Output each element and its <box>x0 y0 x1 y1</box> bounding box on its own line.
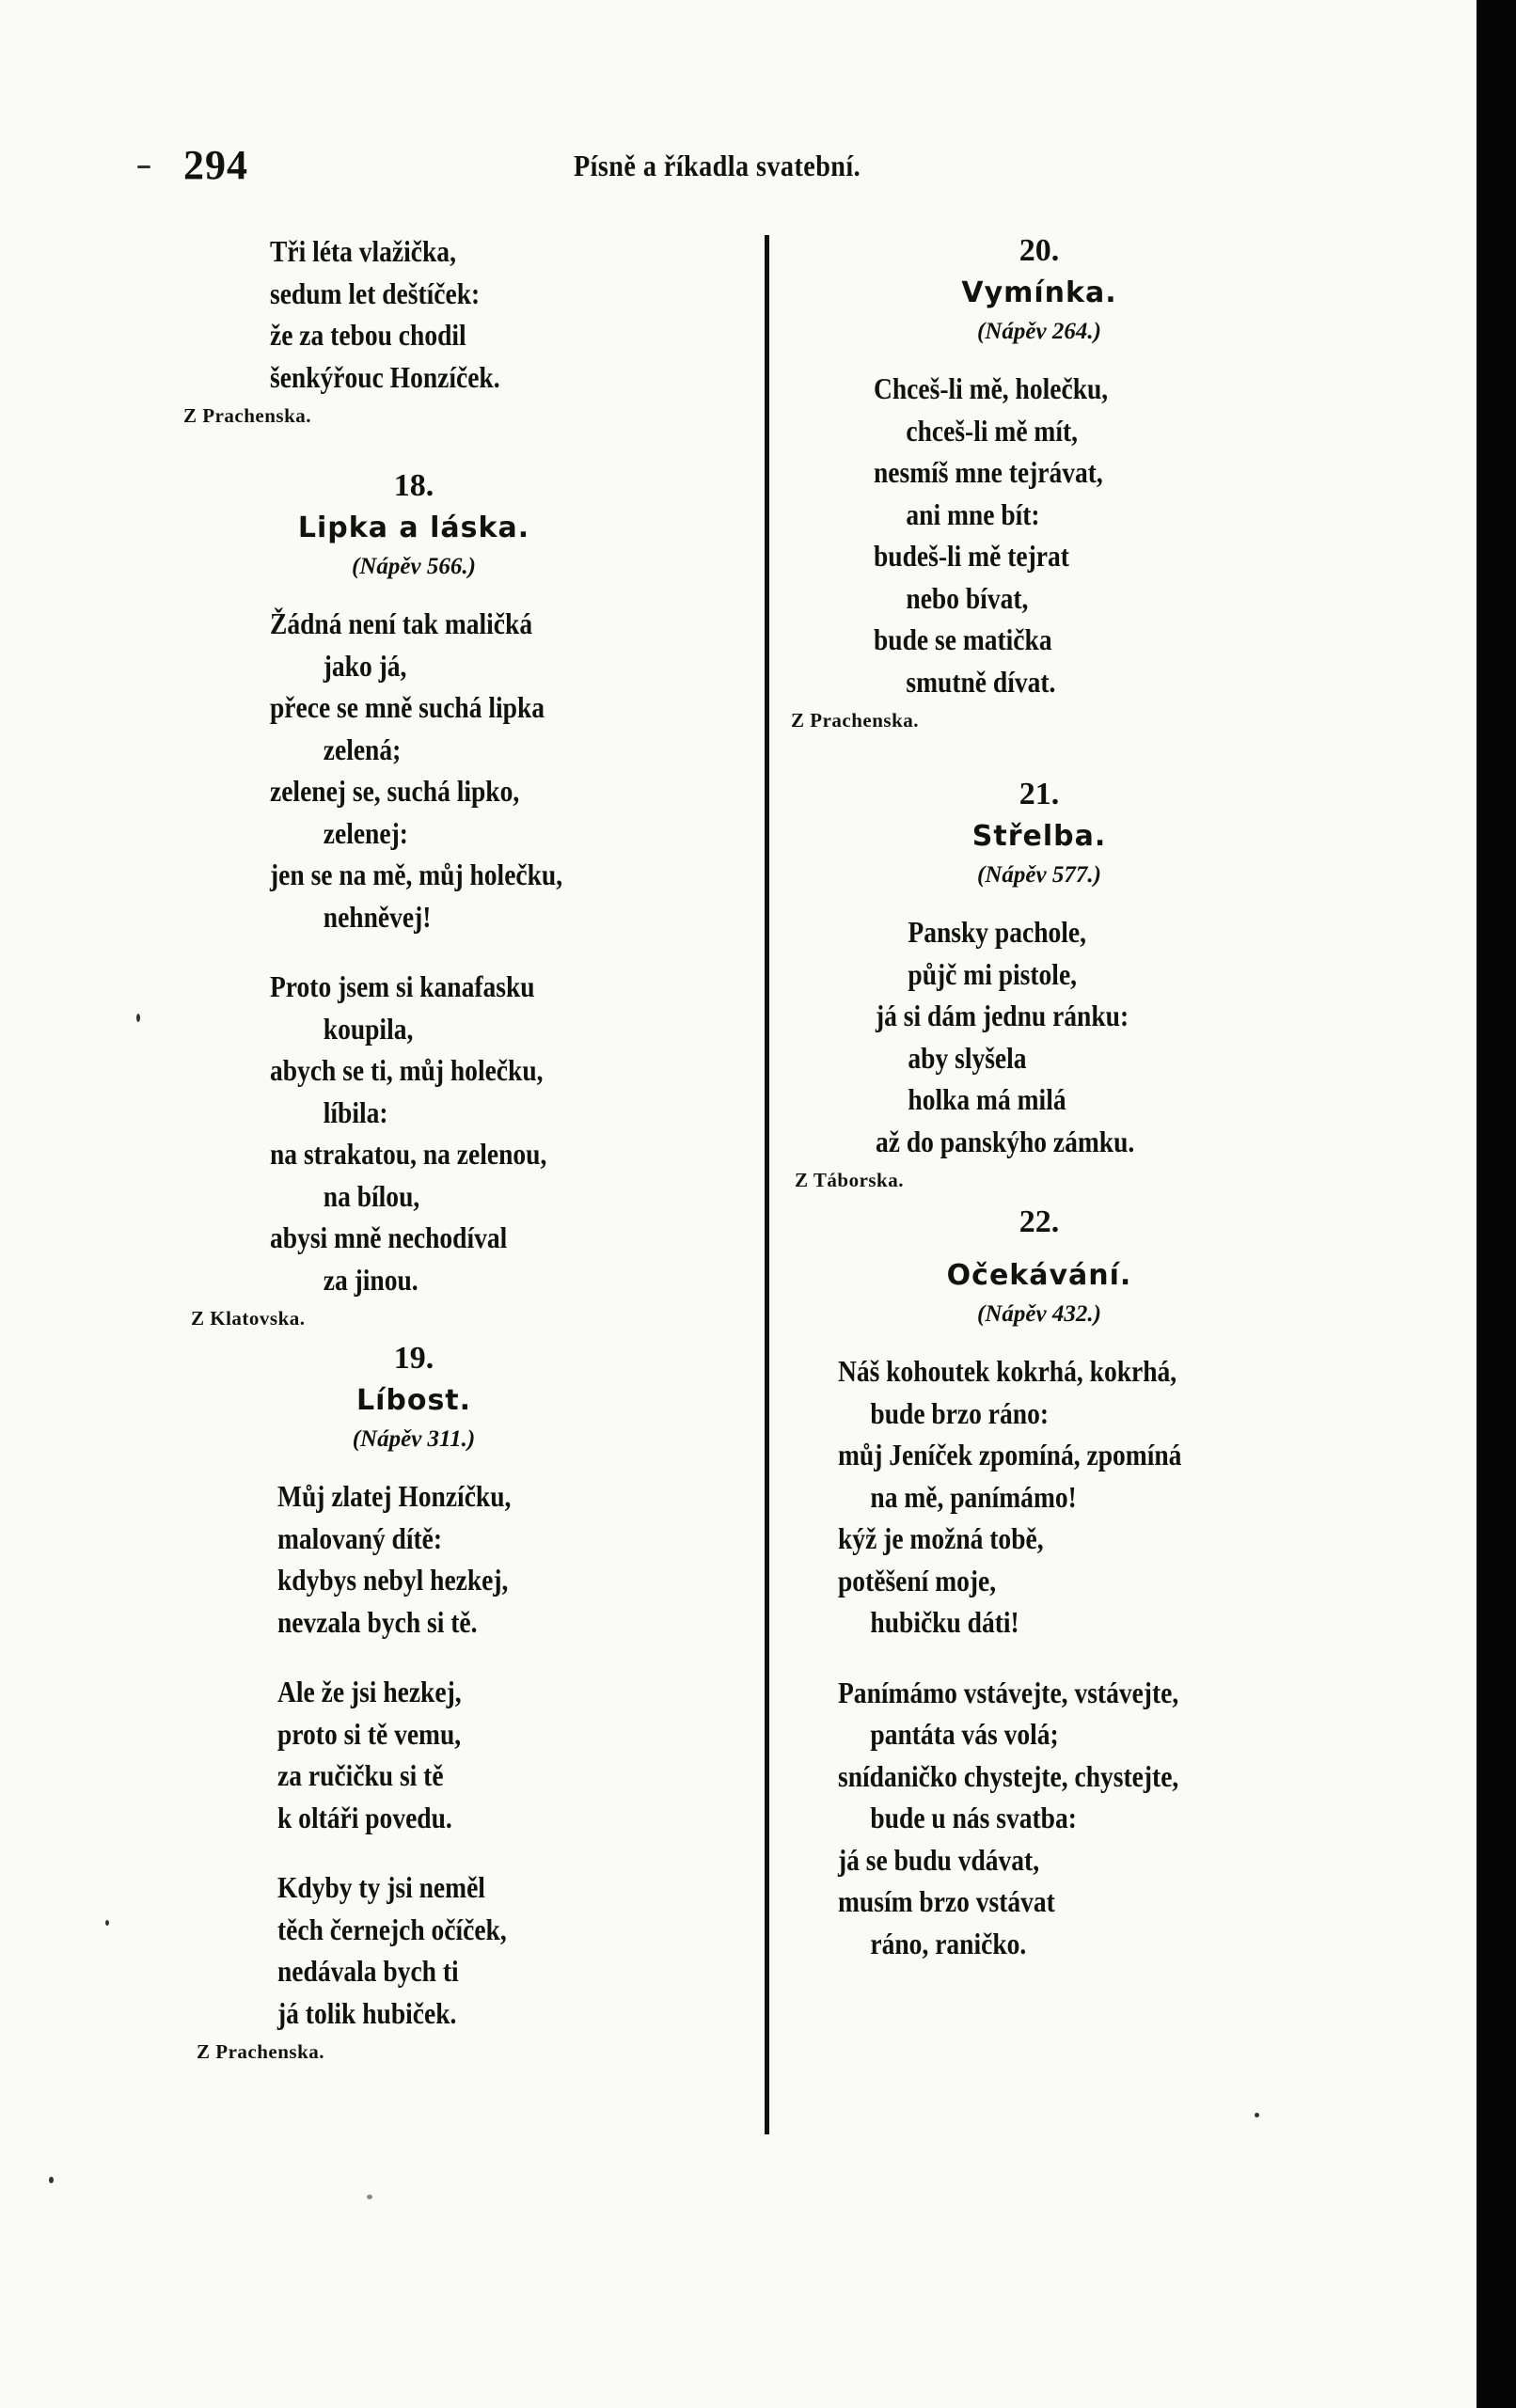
verse-line: nevzala bych si tě. <box>277 1604 478 1639</box>
song-number: 19. <box>393 1341 434 1376</box>
scan-border <box>1477 0 1516 2408</box>
song-source: Z Klatovska. <box>191 1307 306 1330</box>
song-tune: (Nápěv 577.) <box>977 862 1101 888</box>
verse-line: malovaný dítě: <box>277 1520 443 1555</box>
stanza <box>785 368 1350 702</box>
song-20 <box>785 230 1190 349</box>
stanza <box>183 1671 748 1838</box>
verse-line: můj Jeníček zpomíná, zpomíná <box>838 1438 1182 1472</box>
song-title: Lipka a láska. <box>297 512 530 544</box>
song-number: 21. <box>1019 777 1060 811</box>
verse-line: za jinou. <box>323 1262 418 1297</box>
song-22 <box>785 1202 1190 1331</box>
verse-line: abych se ti, můj holečku, <box>270 1053 544 1087</box>
verse-line: koupila, <box>323 1011 414 1046</box>
stanza <box>785 1672 1350 1965</box>
verse-line: smutně dívat. <box>906 664 1056 699</box>
song-21 <box>785 774 1190 892</box>
song-tune: (Nápěv 311.) <box>352 1426 476 1452</box>
verse-line: budeš-li mě tejrat <box>874 539 1069 573</box>
intro-stanza <box>183 230 748 398</box>
verse-line: Chceš-li mě, holečku, <box>874 371 1109 405</box>
verse-line: Žádná není tak maličká <box>270 606 533 640</box>
scan-speck <box>367 2195 372 2199</box>
song-title: Vymínka. <box>961 276 1117 309</box>
scan-speck <box>49 2177 54 2183</box>
song-19 <box>183 1338 541 1456</box>
verse-line: až do panskýho zámku. <box>876 1124 1135 1158</box>
verse-line: jako já, <box>323 648 407 683</box>
verse-line: líbila: <box>323 1094 388 1129</box>
verse-line: snídaničko chystejte, chystejte, <box>838 1758 1179 1793</box>
song-number: 22. <box>1019 1204 1060 1239</box>
verse-line: k oltáři povedu. <box>277 1800 452 1834</box>
stanza <box>183 603 748 937</box>
song-18 <box>183 465 541 584</box>
verse-line: nesmíš mne tejrávat, <box>874 455 1103 489</box>
verse-line: Můj zlatej Honzíčku, <box>277 1479 512 1513</box>
verse-line: přece se mně suchá lipka <box>270 690 545 724</box>
stanza <box>785 911 1350 1162</box>
stanza <box>785 1350 1350 1644</box>
verse-line: Panímámo vstávejte, vstávejte, <box>838 1675 1179 1709</box>
song-number: 20. <box>1019 233 1060 268</box>
song-title: Střelba. <box>971 820 1107 853</box>
verse-line: na strakatou, na zelenou, <box>270 1137 547 1171</box>
song-tune: (Nápěv 264.) <box>977 319 1101 344</box>
song-tune: (Nápěv 566.) <box>352 554 476 579</box>
verse-line: musím brzo vstávat <box>838 1884 1055 1918</box>
verse-line: já si dám jednu ránku: <box>876 999 1129 1032</box>
verse-line: půjč mi pistole, <box>908 956 1078 991</box>
verse-line: nedávala bych ti <box>277 1954 459 1988</box>
stanza <box>183 966 748 1300</box>
verse-line: zelenej se, suchá lipko, <box>270 774 520 808</box>
verse-line: sedum let deštíček: <box>270 275 481 310</box>
right-column <box>785 230 1350 1964</box>
song-tune: (Nápěv 432.) <box>977 1301 1101 1327</box>
verse-line: abysi mně nechodíval <box>270 1220 508 1254</box>
verse-line: Proto jsem si kanafasku <box>270 969 535 1003</box>
verse-line: Ale že jsi hezkej, <box>277 1675 462 1708</box>
verse-line: já tolik hubiček. <box>277 1995 457 2030</box>
verse-line: nehněvej! <box>323 899 432 934</box>
song-title: Líbost. <box>355 1384 472 1417</box>
stanza <box>183 1475 748 1643</box>
verse-line: nebo bívat, <box>906 580 1029 615</box>
verse-line: Kdyby ty jsi neměl <box>277 1870 485 1904</box>
scan-speck <box>1255 2113 1259 2117</box>
verse-line: kdybys nebyl hezkej, <box>277 1563 509 1597</box>
verse-line: Náš kohoutek kokrhá, kokrhá, <box>838 1354 1177 1388</box>
verse-line: holka má milá <box>908 1082 1066 1116</box>
verse-line: pantáta vás volá; <box>870 1717 1059 1751</box>
page-header <box>183 141 964 197</box>
verse-line: Tři léta vlažička, <box>270 234 456 268</box>
scan-speck <box>137 165 150 168</box>
verse-line: hubičku dáti! <box>870 1605 1019 1639</box>
verse-line: na bílou, <box>323 1178 420 1213</box>
stanza <box>183 1866 748 2034</box>
song-title: Očekávání. <box>946 1259 1132 1292</box>
column-divider <box>765 235 769 2134</box>
verse-line: Pansky pachole, <box>908 915 1087 949</box>
verse-line: potěšení moje, <box>838 1563 997 1597</box>
verse-line: bude se matička <box>874 622 1052 656</box>
verse-line: zelenej: <box>323 815 408 850</box>
page-number: 294 <box>183 142 248 188</box>
verse-line: kýž je možná tobě, <box>838 1521 1044 1555</box>
verse-line: aby slyšela <box>908 1040 1027 1075</box>
song-source: Z Prachenska. <box>197 2040 325 2063</box>
running-title: Písně a říkadla svatební. <box>574 149 861 182</box>
verse-line: bude u nás svatba: <box>870 1801 1077 1834</box>
verse-line: na mě, panímámo! <box>870 1479 1077 1514</box>
verse-line: zelená; <box>323 732 402 766</box>
left-column <box>183 230 748 2066</box>
verse-line: šenkýřouc Honzíček. <box>270 359 500 394</box>
song-source: Z Táborska. <box>795 1169 904 1191</box>
song-source: Z Prachenska. <box>791 709 920 732</box>
verse-line: za ručičku si tě <box>277 1758 444 1792</box>
verse-line: já se budu vdávat, <box>838 1842 1040 1877</box>
verse-line: jen se na mě, můj holečku, <box>270 858 563 891</box>
verse-line: ani mne bít: <box>906 496 1040 531</box>
verse-line: ráno, raničko. <box>870 1926 1027 1960</box>
verse-line: bude brzo ráno: <box>870 1395 1049 1430</box>
verse-line: že za tebou chodil <box>270 318 466 352</box>
verse-line: chceš-li mě mít, <box>906 413 1079 448</box>
song-number: 18. <box>393 468 434 503</box>
verse-line: těch černejch očíček, <box>277 1912 507 1946</box>
verse-line: proto si tě vemu, <box>277 1716 462 1751</box>
scan-speck <box>136 1014 140 1022</box>
song-source: Z Prachenska. <box>183 404 312 427</box>
scan-speck <box>105 1920 109 1926</box>
